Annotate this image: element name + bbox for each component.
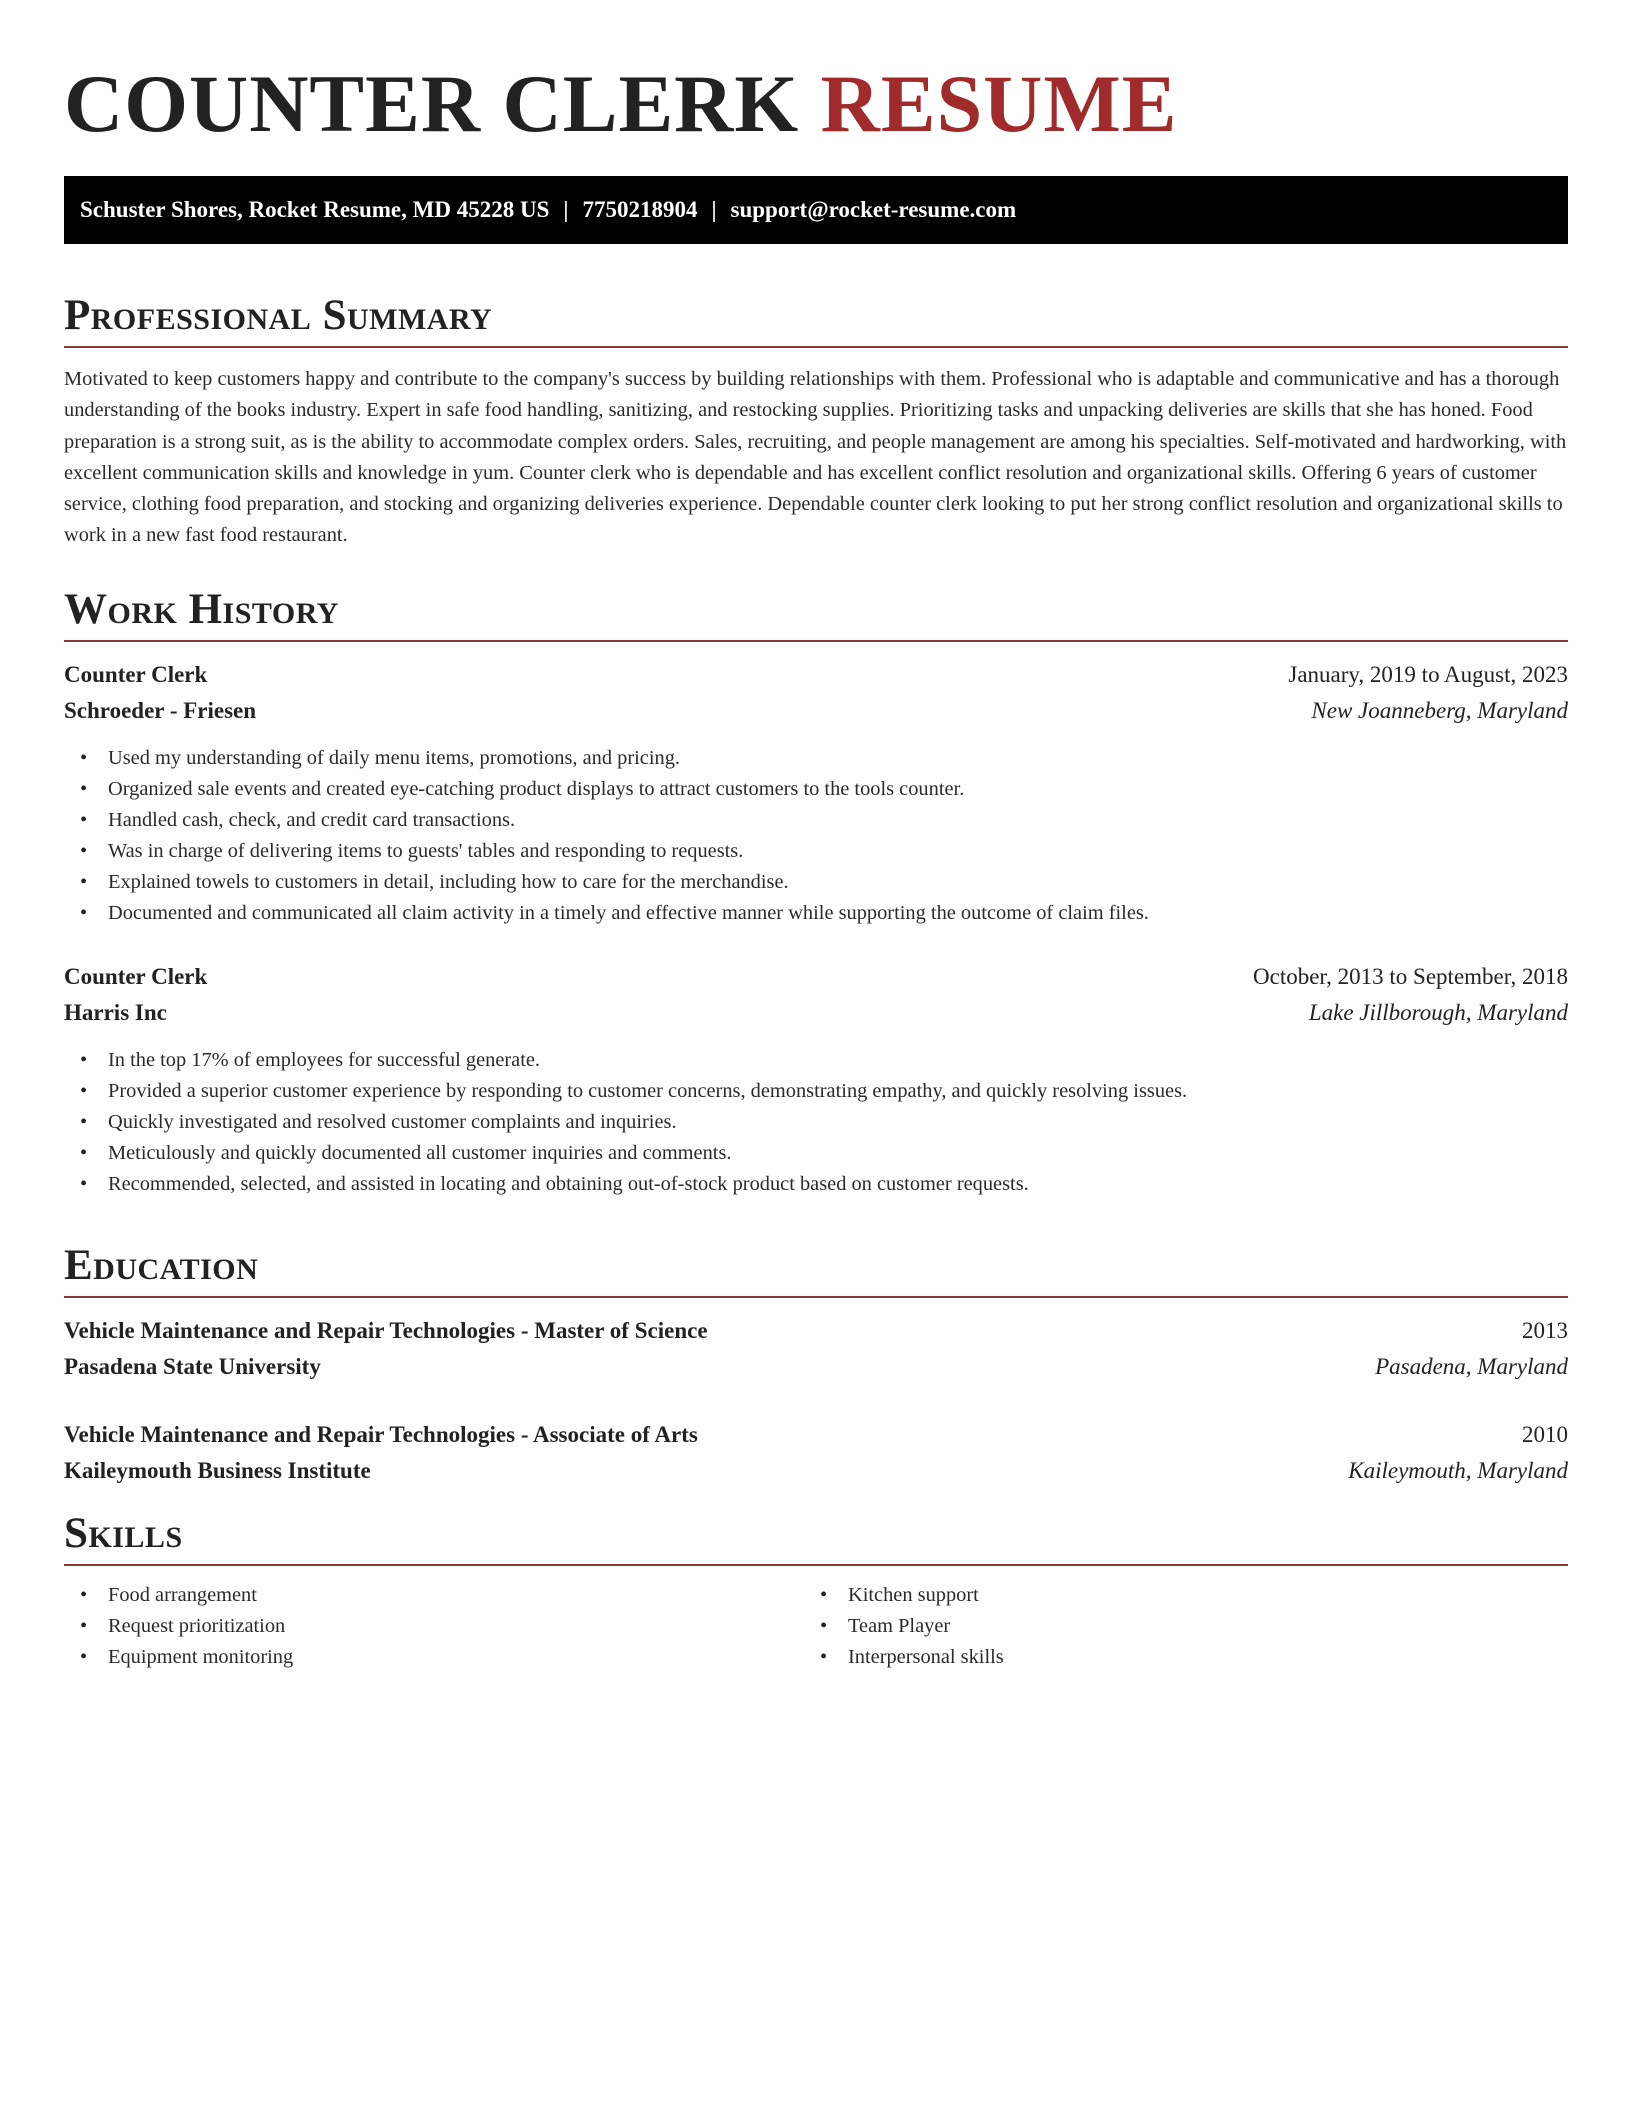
education-entry [64, 1417, 1568, 1489]
skills-column-left [64, 1580, 804, 1673]
list-item: • Kitchen support [804, 1580, 1544, 1611]
title-accent: RESUME [820, 58, 1178, 149]
list-item: • Was in charge of delivering items to guests' tables and responding to requests. [64, 836, 1568, 867]
summary-text: Motivated to keep customers happy and contribute to the company's success by building relationships with them. Professional who is adaptable and communicative and has a thorough understanding of the books industry. Expert in safe food handling, sanitizing, and restocking supplies. Prioritizing tasks and unpacking deliveries are skills that she has honed. Food preparation is a strong suit, as is the ability to accommodate complex orders. Sales, recruiting, and people management are among his specialties. Self-motivated and hardworking, with excellent communication skills and knowledge in yum. Counter clerk who is dependable and has excellent conflict resolution and organizational skills. Offering 6 years of customer service, clothing food preparation, and stocking and organizing deliveries experience. Dependable counter clerk looking to put her strong conflict resolution and organizational skills to work in a new fast food restaurant. [64, 368, 1567, 547]
contact-separator: | [711, 197, 717, 222]
job-location: New Joanneberg, Maryland [1311, 698, 1568, 723]
contact-phone: 7750218904 [582, 197, 698, 222]
school-location: Kaileymouth, Maryland [1348, 1458, 1568, 1483]
graduation-year: 2010 [1522, 1422, 1568, 1447]
job-entry [64, 959, 1568, 1200]
list-item: • Quickly investigated and resolved customer complaints and inquiries. [64, 1107, 1568, 1138]
skills-grid [64, 1580, 1568, 1673]
list-item: • Used my understanding of daily menu items, promotions, and pricing. [64, 743, 1568, 774]
education-heading: Education [64, 1240, 1568, 1298]
summary-heading: Professional Summary [64, 290, 1568, 348]
degree: Vehicle Maintenance and Repair Technologies - Associate of Arts [64, 1422, 698, 1447]
list-item: • Provided a superior customer experience by responding to customer concerns, demonstrating empathy, and quickly resolving issues. [64, 1076, 1568, 1107]
job-dates: October, 2013 to September, 2018 [1253, 964, 1568, 989]
list-item: • Request prioritization [64, 1611, 804, 1642]
graduation-year: 2013 [1522, 1318, 1568, 1343]
school-name: Pasadena State University [64, 1354, 321, 1379]
list-item: • Food arrangement [64, 1580, 804, 1611]
school-location: Pasadena, Maryland [1375, 1354, 1568, 1379]
contact-address: Schuster Shores, Rocket Resume, MD 45228 US [80, 197, 550, 222]
skills-heading: Skills [64, 1508, 1568, 1566]
contact-email[interactable]: support@rocket-resume.com [730, 197, 1017, 222]
list-item: • Equipment monitoring [64, 1642, 804, 1673]
job-entry [64, 657, 1568, 929]
job-location: Lake Jillborough, Maryland [1308, 1000, 1568, 1025]
title-main: COUNTER CLERK [64, 58, 800, 149]
summary-section [64, 290, 1568, 552]
skills-section [64, 1508, 1568, 1673]
contact-bar [64, 176, 1568, 244]
list-item: • Meticulously and quickly documented all customer inquiries and comments. [64, 1138, 1568, 1169]
skills-column-right [804, 1580, 1544, 1673]
list-item: • Documented and communicated all claim activity in a timely and effective manner while supporting the outcome of claim files. [64, 898, 1568, 929]
degree: Vehicle Maintenance and Repair Technologies - Master of Science [64, 1318, 708, 1343]
job-company: Schroeder - Friesen [64, 698, 257, 723]
list-item: • Explained towels to customers in detail, including how to care for the merchandise. [64, 867, 1568, 898]
list-item: • Organized sale events and created eye-catching product displays to attract customers to the tools counter. [64, 774, 1568, 805]
resume-title [64, 56, 1177, 152]
work-history-heading: Work History [64, 584, 1568, 642]
list-item: • In the top 17% of employees for successful generate. [64, 1045, 1568, 1076]
job-bullets [64, 1045, 1568, 1200]
contact-separator: | [563, 197, 569, 222]
list-item: • Interpersonal skills [804, 1642, 1544, 1673]
job-bullets [64, 743, 1568, 929]
job-title: Counter Clerk [64, 964, 208, 989]
education-section [64, 1240, 1568, 1489]
job-title: Counter Clerk [64, 662, 208, 687]
job-company: Harris Inc [64, 1000, 167, 1025]
list-item: • Recommended, selected, and assisted in locating and obtaining out-of-stock product based on customer requests. [64, 1169, 1568, 1200]
work-history-section [64, 584, 1568, 1200]
list-item: • Handled cash, check, and credit card transactions. [64, 805, 1568, 836]
list-item: • Team Player [804, 1611, 1544, 1642]
education-entry [64, 1313, 1568, 1385]
school-name: Kaileymouth Business Institute [64, 1458, 371, 1483]
job-dates: January, 2019 to August, 2023 [1288, 662, 1568, 687]
